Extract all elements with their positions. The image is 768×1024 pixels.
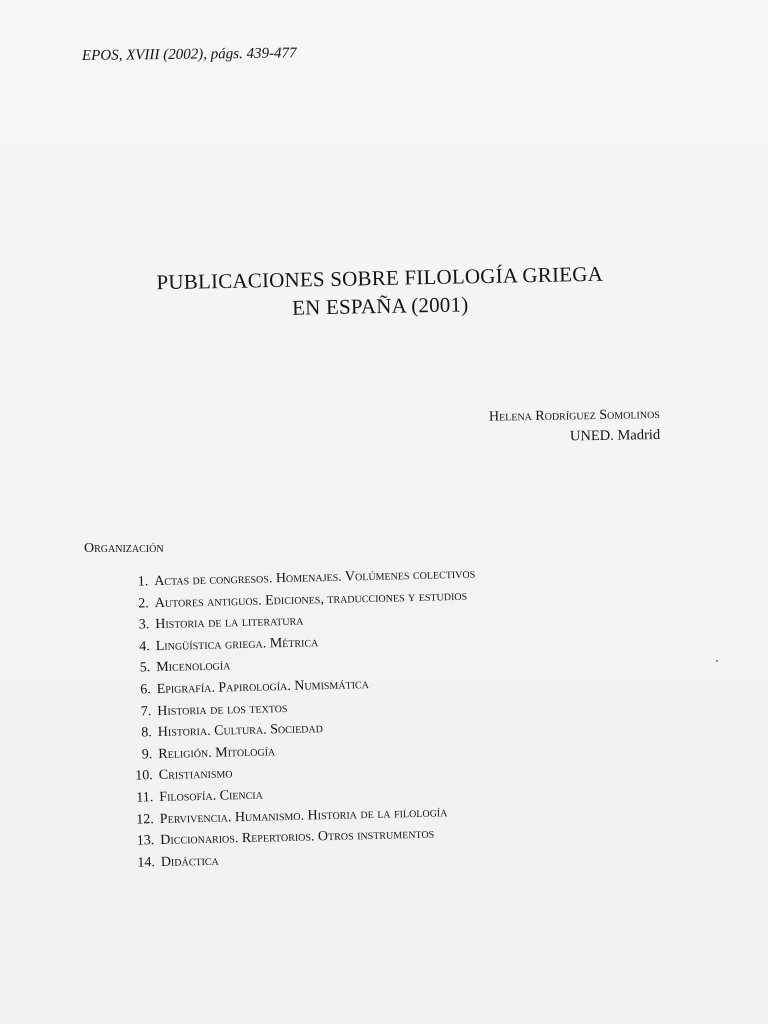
item-number: 7. <box>140 703 152 720</box>
item-number: 5. <box>139 660 151 676</box>
item-label: Diccionarios. Repertorios. Otros instrumentos <box>160 826 435 849</box>
item-label: Pervivencia. Humanismo. Historia de la filología <box>159 804 448 827</box>
item-label: Historia de los textos <box>157 700 288 719</box>
organization-list <box>116 560 643 874</box>
item-label: Didáctica <box>160 853 219 870</box>
item-label: Historia. Cultura. Sociedad <box>157 721 324 741</box>
item-label: Lingüística griega. Métrica <box>155 635 319 654</box>
author-block <box>420 405 661 449</box>
item-label: Epigrafía. Papirología. Numismática <box>156 677 370 698</box>
item-number: 8. <box>141 725 152 741</box>
item-label: Autores antiguos. Ediciones, traducciones y estudios <box>154 588 468 611</box>
author-affiliation: UNED. Madrid <box>569 426 661 445</box>
item-number: 1. <box>137 574 149 590</box>
item-number: 14. <box>137 854 156 871</box>
item-number: 12. <box>136 811 155 828</box>
item-number: 9. <box>141 746 153 763</box>
scan-speck <box>716 660 718 662</box>
item-label: Historia de la literatura <box>155 613 304 633</box>
journal-reference: EPOS, XVIII (2002), págs. 439-477 <box>81 45 297 64</box>
item-label: Actas de congresos. Homenajes. Volúmenes colectivos <box>154 566 476 590</box>
item-number: 2. <box>138 595 149 612</box>
item-label: Religión. Mitología <box>158 744 276 762</box>
item-label: Filosofía. Ciencia <box>159 787 264 805</box>
organization-heading: Organización <box>84 541 164 556</box>
item-label: Cristianismo <box>158 766 233 784</box>
item-number: 6. <box>140 682 151 698</box>
author-name: Helena Rodríguez Somolinos <box>488 407 660 425</box>
item-number: 11. <box>136 790 154 806</box>
item-number: 10. <box>135 768 153 784</box>
item-number: 3. <box>138 617 150 633</box>
article-title <box>100 259 661 326</box>
item-number: 4. <box>139 639 150 655</box>
title-line-1: PUBLICACIONES SOBRE FILOLOGÍA GRIEGA <box>156 261 604 295</box>
item-number: 13. <box>136 833 155 849</box>
item-label: Micenología <box>156 658 231 676</box>
title-line-2: EN ESPAÑA (2001) <box>291 292 469 320</box>
